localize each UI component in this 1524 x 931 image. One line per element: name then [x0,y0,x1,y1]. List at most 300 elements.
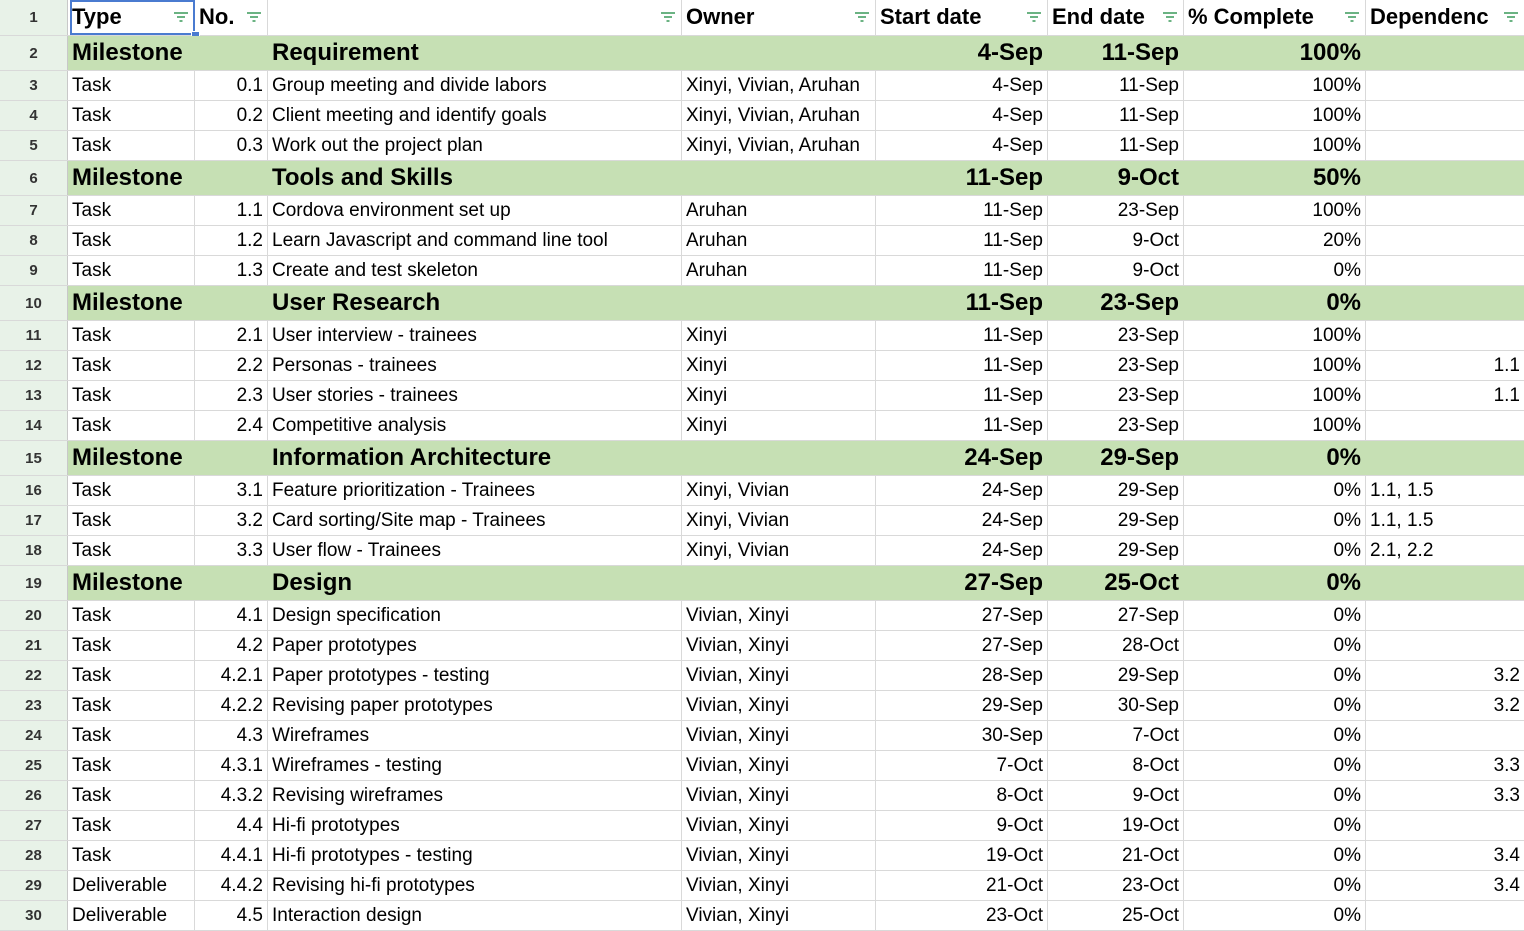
cell-end[interactable]: 23-Sep [1048,351,1184,380]
cell-task[interactable]: User stories - trainees [268,381,682,410]
cell-start[interactable]: 24-Sep [876,536,1048,565]
cell-no[interactable]: 0.3 [195,131,268,160]
cell-start[interactable]: 11-Sep [876,226,1048,255]
cell-owner[interactable]: Xinyi, Vivian, Aruhan [682,101,876,130]
table-row [0,321,1524,351]
table-row [0,691,1524,721]
cell-owner[interactable]: Xinyi, Vivian, Aruhan [682,71,876,100]
cell-owner[interactable] [682,161,876,195]
row-number[interactable]: 6 [0,161,68,195]
cell-type[interactable]: Task [68,841,195,870]
cell-type[interactable]: Milestone [68,286,195,320]
cell-no[interactable] [195,441,268,475]
row-number[interactable]: 10 [0,286,68,320]
cell-type[interactable]: Task [68,811,195,840]
cell-type[interactable]: Task [68,751,195,780]
cell-dep[interactable]: 3.4 [1493,844,1520,866]
cell-task[interactable]: Design specification [268,601,682,630]
cell-task[interactable]: Create and test skeleton [268,256,682,285]
cell-pct[interactable]: 100% [1184,71,1366,100]
header-owner[interactable] [682,0,876,35]
cell-type[interactable]: Task [68,381,195,410]
cell-owner[interactable]: Vivian, Xinyi [682,811,876,840]
cell-owner[interactable] [682,566,876,600]
cell-dep[interactable]: 3.2 [1493,694,1520,716]
cell-task[interactable]: Cordova environment set up [268,196,682,225]
cell-end[interactable]: 9-Oct [1048,226,1184,255]
cell-dep[interactable]: 3.3 [1493,754,1520,776]
cell-type[interactable]: Task [68,661,195,690]
cell-dep[interactable]: 1.1, 1.5 [1370,509,1434,531]
header-dep[interactable] [1366,0,1524,35]
row-number[interactable]: 7 [0,196,68,225]
cell-type[interactable]: Task [68,71,195,100]
cell-dep[interactable] [1366,721,1524,750]
cell-pct[interactable]: 0% [1184,566,1366,600]
header-owner-label: Owner [686,4,755,29]
cell-no[interactable]: 2.1 [195,321,268,350]
cell-pct[interactable]: 0% [1184,871,1366,900]
row-number[interactable]: 26 [0,781,68,810]
cell-no[interactable] [195,566,268,600]
cell-pct[interactable]: 0% [1184,781,1366,810]
cell-owner[interactable]: Xinyi, Vivian [682,536,876,565]
cell-start[interactable]: 28-Sep [876,661,1048,690]
cell-type[interactable]: Task [68,411,195,440]
cell-no[interactable]: 1.2 [195,226,268,255]
cell-no[interactable]: 4.2.2 [195,691,268,720]
cell-task[interactable]: User Research [268,286,682,320]
cell-end[interactable]: 9-Oct [1048,256,1184,285]
cell-type[interactable]: Milestone [68,36,195,70]
cell-pct[interactable]: 0% [1184,751,1366,780]
cell-type[interactable]: Task [68,131,195,160]
cell-end[interactable]: 7-Oct [1048,721,1184,750]
cell-dep[interactable]: 3.4 [1493,874,1520,896]
cell-no[interactable]: 0.2 [195,101,268,130]
cell-no[interactable]: 4.4.2 [195,871,268,900]
cell-owner[interactable]: Xinyi [682,381,876,410]
cell-start[interactable]: 27-Sep [876,631,1048,660]
cell-dep[interactable] [1366,161,1524,195]
cell-task[interactable]: Requirement [268,36,682,70]
cell-pct[interactable]: 0% [1184,476,1366,505]
header-dep-label: Dependenc [1370,4,1489,29]
cell-task[interactable]: Revising paper prototypes [268,691,682,720]
cell-type[interactable]: Deliverable [68,871,195,900]
row-number[interactable]: 13 [0,381,68,410]
row-number[interactable]: 16 [0,476,68,505]
filter-icon[interactable] [855,12,869,22]
cell-pct[interactable]: 100% [1184,381,1366,410]
cell-pct[interactable]: 0% [1184,536,1366,565]
cell-end[interactable]: 11-Sep [1048,131,1184,160]
cell-pct[interactable]: 0% [1184,286,1366,320]
cell-end[interactable]: 23-Sep [1048,196,1184,225]
cell-task[interactable]: Interaction design [268,901,682,930]
cell-dep[interactable] [1366,286,1524,320]
header-end-label: End date [1052,4,1145,29]
cell-owner[interactable]: Vivian, Xinyi [682,691,876,720]
cell-owner[interactable] [682,36,876,70]
table-row [0,841,1524,871]
header-no[interactable] [195,0,268,35]
cell-owner[interactable]: Xinyi, Vivian, Aruhan [682,131,876,160]
cell-owner[interactable]: Vivian, Xinyi [682,841,876,870]
cell-owner[interactable]: Xinyi [682,351,876,380]
row-number[interactable]: 22 [0,661,68,690]
cell-start[interactable]: 27-Sep [876,601,1048,630]
cell-type[interactable]: Task [68,256,195,285]
cell-start[interactable]: 29-Sep [876,691,1048,720]
cell-end[interactable]: 11-Sep [1048,36,1184,70]
table-row [0,196,1524,226]
cell-no[interactable]: 3.2 [195,506,268,535]
cell-no[interactable]: 4.5 [195,901,268,930]
cell-no[interactable]: 4.3.2 [195,781,268,810]
cell-pct[interactable]: 0% [1184,601,1366,630]
cell-no[interactable]: 2.3 [195,381,268,410]
cell-end[interactable]: 23-Sep [1048,411,1184,440]
cell-start[interactable]: 21-Oct [876,871,1048,900]
cell-start[interactable]: 30-Sep [876,721,1048,750]
row-number[interactable]: 27 [0,811,68,840]
cell-type[interactable]: Task [68,631,195,660]
table-row [0,506,1524,536]
cell-pct[interactable]: 20% [1184,226,1366,255]
milestone-row [0,286,1524,321]
cell-pct[interactable]: 0% [1184,661,1366,690]
cell-owner[interactable]: Aruhan [682,226,876,255]
row-number[interactable]: 15 [0,441,68,475]
cell-start[interactable]: 24-Sep [876,506,1048,535]
milestone-row [0,36,1524,71]
cell-end[interactable]: 29-Sep [1048,441,1184,475]
cell-task[interactable]: Wireframes [268,721,682,750]
cell-task[interactable]: Competitive analysis [268,411,682,440]
cell-task[interactable]: Revising wireframes [268,781,682,810]
cell-task[interactable]: Wireframes - testing [268,751,682,780]
cell-start[interactable]: 11-Sep [876,321,1048,350]
cell-no[interactable]: 4.3.1 [195,751,268,780]
row-number[interactable]: 24 [0,721,68,750]
cell-dep[interactable] [1366,901,1524,930]
row-number[interactable]: 18 [0,536,68,565]
cell-owner[interactable] [682,286,876,320]
cell-type[interactable]: Task [68,196,195,225]
cell-pct[interactable]: 0% [1184,441,1366,475]
header-type[interactable] [68,0,195,35]
cell-dep[interactable] [1366,411,1524,440]
filter-icon[interactable] [1504,12,1518,22]
cell-pct[interactable]: 100% [1184,196,1366,225]
row-number[interactable]: 25 [0,751,68,780]
cell-type[interactable]: Task [68,781,195,810]
cell-task[interactable]: Personas - trainees [268,351,682,380]
cell-type[interactable]: Task [68,691,195,720]
milestone-row [0,566,1524,601]
cell-owner[interactable]: Xinyi, Vivian [682,506,876,535]
cell-start[interactable]: 11-Sep [876,196,1048,225]
cell-type[interactable]: Task [68,226,195,255]
cell-no[interactable] [195,286,268,320]
cell-task[interactable]: Work out the project plan [268,131,682,160]
cell-no[interactable]: 4.4 [195,811,268,840]
cell-dep[interactable] [1366,131,1524,160]
cell-task[interactable]: Revising hi-fi prototypes [268,871,682,900]
table-row [0,71,1524,101]
filter-icon[interactable] [661,12,675,22]
cell-end[interactable]: 8-Oct [1048,751,1184,780]
cell-no[interactable]: 2.2 [195,351,268,380]
cell-end[interactable]: 9-Oct [1048,161,1184,195]
cell-start[interactable]: 19-Oct [876,841,1048,870]
table-row [0,601,1524,631]
cell-dep[interactable] [1366,601,1524,630]
header-start[interactable] [876,0,1048,35]
cell-owner[interactable]: Vivian, Xinyi [682,871,876,900]
cell-pct[interactable]: 0% [1184,721,1366,750]
cell-no[interactable]: 4.2.1 [195,661,268,690]
cell-type[interactable]: Task [68,506,195,535]
cell-dep[interactable] [1366,36,1524,70]
cell-task[interactable]: User interview - trainees [268,321,682,350]
cell-end[interactable]: 27-Sep [1048,601,1184,630]
cell-task[interactable]: Card sorting/Site map - Trainees [268,506,682,535]
cell-start[interactable]: 11-Sep [876,411,1048,440]
cell-end[interactable]: 19-Oct [1048,811,1184,840]
cell-dep[interactable] [1366,226,1524,255]
cell-end[interactable]: 11-Sep [1048,71,1184,100]
cell-owner[interactable]: Vivian, Xinyi [682,601,876,630]
row-number[interactable]: 21 [0,631,68,660]
cell-start[interactable]: 27-Sep [876,566,1048,600]
cell-no[interactable]: 4.1 [195,601,268,630]
cell-task[interactable]: Paper prototypes - testing [268,661,682,690]
row-number[interactable]: 9 [0,256,68,285]
cell-no[interactable]: 4.3 [195,721,268,750]
cell-owner[interactable] [682,441,876,475]
cell-dep[interactable] [1366,441,1524,475]
cell-task[interactable]: Hi-fi prototypes - testing [268,841,682,870]
row-number[interactable]: 29 [0,871,68,900]
cell-type[interactable]: Milestone [68,566,195,600]
cell-end[interactable]: 23-Sep [1048,321,1184,350]
cell-end[interactable]: 30-Sep [1048,691,1184,720]
row-number[interactable]: 23 [0,691,68,720]
cell-owner[interactable]: Aruhan [682,196,876,225]
cell-pct[interactable]: 50% [1184,161,1366,195]
cell-owner[interactable]: Vivian, Xinyi [682,631,876,660]
cell-no[interactable]: 1.1 [195,196,268,225]
cell-no[interactable]: 1.3 [195,256,268,285]
cell-end[interactable]: 11-Sep [1048,101,1184,130]
cell-dep[interactable] [1366,811,1524,840]
table-row [0,661,1524,691]
cell-end[interactable]: 23-Sep [1048,286,1184,320]
filter-icon[interactable] [1027,12,1041,22]
row-number[interactable]: 8 [0,226,68,255]
cell-end[interactable]: 23-Oct [1048,871,1184,900]
cell-type[interactable]: Milestone [68,441,195,475]
cell-no[interactable]: 2.4 [195,411,268,440]
cell-pct[interactable]: 0% [1184,631,1366,660]
cell-type[interactable]: Task [68,351,195,380]
cell-dep[interactable] [1366,196,1524,225]
cell-no[interactable]: 4.4.1 [195,841,268,870]
row-number[interactable]: 28 [0,841,68,870]
cell-pct[interactable]: 0% [1184,841,1366,870]
cell-owner[interactable]: Vivian, Xinyi [682,751,876,780]
cell-no[interactable]: 0.1 [195,71,268,100]
cell-end[interactable]: 21-Oct [1048,841,1184,870]
cell-dep[interactable] [1366,256,1524,285]
cell-start[interactable]: 11-Sep [876,161,1048,195]
row-number[interactable]: 30 [0,901,68,930]
row-number[interactable]: 12 [0,351,68,380]
cell-owner[interactable]: Vivian, Xinyi [682,661,876,690]
cell-end[interactable]: 23-Sep [1048,381,1184,410]
row-number[interactable]: 11 [0,321,68,350]
cell-dep[interactable]: 3.3 [1493,784,1520,806]
cell-owner[interactable]: Vivian, Xinyi [682,901,876,930]
cell-pct[interactable]: 0% [1184,691,1366,720]
cell-dep[interactable]: 1.1 [1493,384,1520,406]
cell-end[interactable]: 29-Sep [1048,661,1184,690]
cell-end[interactable]: 29-Sep [1048,506,1184,535]
cell-pct[interactable]: 0% [1184,901,1366,930]
cell-start[interactable]: 11-Sep [876,381,1048,410]
cell-owner[interactable]: Aruhan [682,256,876,285]
cell-start[interactable]: 4-Sep [876,131,1048,160]
cell-dep[interactable]: 1.1 [1493,354,1520,376]
cell-type[interactable]: Task [68,321,195,350]
table-row [0,871,1524,901]
cell-type[interactable]: Milestone [68,161,195,195]
cell-no[interactable]: 4.2 [195,631,268,660]
cell-type[interactable]: Deliverable [68,901,195,930]
row-number[interactable]: 20 [0,601,68,630]
cell-no[interactable] [195,161,268,195]
filter-icon[interactable] [174,12,188,22]
filter-icon[interactable] [247,12,261,22]
cell-task[interactable]: Information Architecture [268,441,682,475]
cell-type[interactable]: Task [68,721,195,750]
filter-icon[interactable] [1163,12,1177,22]
cell-no[interactable] [195,36,268,70]
cell-pct[interactable]: 0% [1184,506,1366,535]
cell-end[interactable]: 25-Oct [1048,901,1184,930]
table-row [0,476,1524,506]
cell-no[interactable]: 3.1 [195,476,268,505]
milestone-row [0,441,1524,476]
cell-dep[interactable]: 3.2 [1493,664,1520,686]
cell-owner[interactable]: Vivian, Xinyi [682,781,876,810]
cell-dep[interactable] [1366,631,1524,660]
cell-start[interactable]: 11-Sep [876,256,1048,285]
cell-no[interactable]: 3.3 [195,536,268,565]
table-row [0,131,1524,161]
cell-end[interactable]: 25-Oct [1048,566,1184,600]
cell-start[interactable]: 24-Sep [876,441,1048,475]
row-number[interactable]: 2 [0,36,68,70]
cell-owner[interactable]: Xinyi [682,321,876,350]
cell-start[interactable]: 11-Sep [876,286,1048,320]
table-row [0,811,1524,841]
row-number[interactable]: 5 [0,131,68,160]
cell-start[interactable]: 8-Oct [876,781,1048,810]
cell-pct[interactable]: 0% [1184,256,1366,285]
cell-dep[interactable] [1366,71,1524,100]
cell-end[interactable]: 29-Sep [1048,476,1184,505]
cell-type[interactable]: Task [68,536,195,565]
header-row [0,0,1524,36]
cell-end[interactable]: 28-Oct [1048,631,1184,660]
cell-start[interactable]: 4-Sep [876,36,1048,70]
cell-task[interactable]: Design [268,566,682,600]
cell-task[interactable]: Group meeting and divide labors [268,71,682,100]
header-pct[interactable] [1184,0,1366,35]
cell-dep[interactable] [1366,566,1524,600]
cell-task[interactable]: Paper prototypes [268,631,682,660]
cell-task[interactable]: Tools and Skills [268,161,682,195]
cell-task[interactable]: Hi-fi prototypes [268,811,682,840]
header-task[interactable] [268,0,682,35]
cell-type[interactable]: Task [68,601,195,630]
row-number[interactable]: 3 [0,71,68,100]
cell-pct[interactable]: 100% [1184,101,1366,130]
cell-dep[interactable]: 1.1, 1.5 [1370,479,1434,501]
cell-dep[interactable]: 2.1, 2.2 [1370,539,1434,561]
row-number[interactable]: 14 [0,411,68,440]
cell-start[interactable]: 4-Sep [876,101,1048,130]
table-row [0,256,1524,286]
cell-start[interactable]: 23-Oct [876,901,1048,930]
cell-pct[interactable]: 100% [1184,321,1366,350]
cell-dep[interactable] [1366,321,1524,350]
cell-start[interactable]: 9-Oct [876,811,1048,840]
row-number[interactable]: 4 [0,101,68,130]
cell-dep[interactable] [1366,101,1524,130]
cell-owner[interactable]: Xinyi [682,411,876,440]
header-end[interactable] [1048,0,1184,35]
cell-task[interactable]: Client meeting and identify goals [268,101,682,130]
cell-owner[interactable]: Vivian, Xinyi [682,721,876,750]
cell-type[interactable]: Task [68,476,195,505]
cell-start[interactable]: 4-Sep [876,71,1048,100]
cell-start[interactable]: 24-Sep [876,476,1048,505]
cell-end[interactable]: 29-Sep [1048,536,1184,565]
cell-start[interactable]: 7-Oct [876,751,1048,780]
cell-pct[interactable]: 100% [1184,36,1366,70]
cell-end[interactable]: 9-Oct [1048,781,1184,810]
cell-owner[interactable]: Xinyi, Vivian [682,476,876,505]
cell-pct[interactable]: 100% [1184,411,1366,440]
filter-icon[interactable] [1345,12,1359,22]
row-number[interactable]: 17 [0,506,68,535]
cell-pct[interactable]: 100% [1184,351,1366,380]
cell-task[interactable]: Feature prioritization - Trainees [268,476,682,505]
cell-task[interactable]: Learn Javascript and command line tool [268,226,682,255]
table-row [0,721,1524,751]
cell-pct[interactable]: 0% [1184,811,1366,840]
row-number[interactable]: 1 [0,0,68,35]
cell-start[interactable]: 11-Sep [876,351,1048,380]
cell-type[interactable]: Task [68,101,195,130]
cell-task[interactable]: User flow - Trainees [268,536,682,565]
cell-pct[interactable]: 100% [1184,131,1366,160]
row-number[interactable]: 19 [0,566,68,600]
